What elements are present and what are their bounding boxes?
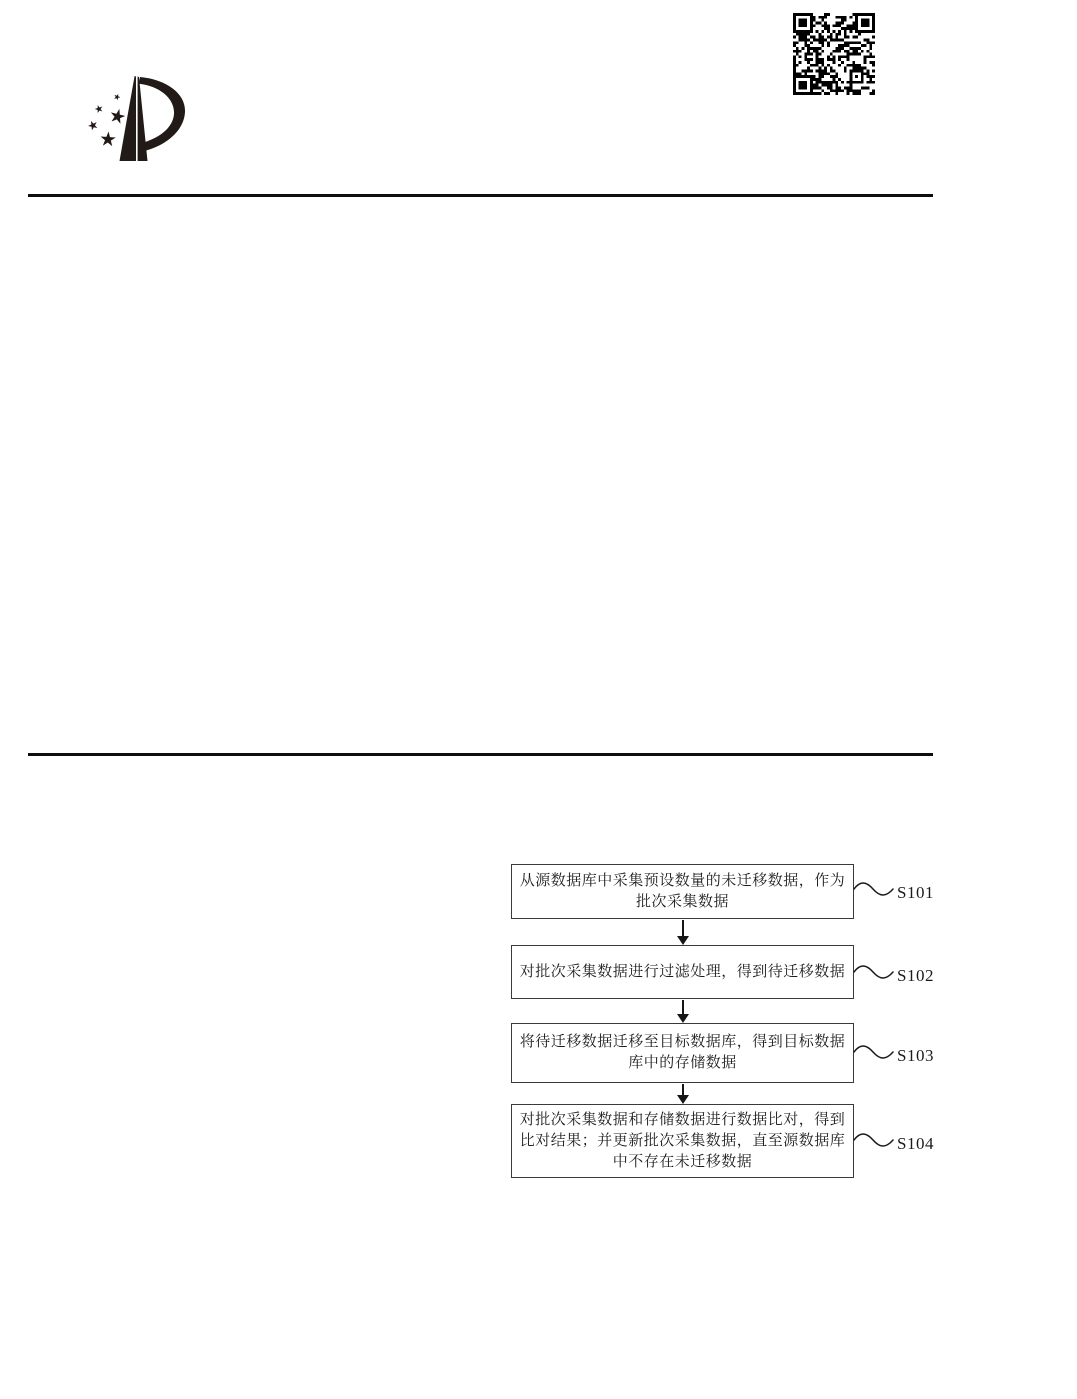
section-divider	[28, 753, 933, 756]
flow-step-text: 库中的存储数据	[628, 1055, 737, 1071]
flow-step-text: 从源数据库中采集预设数量的未迁移数据，作为	[519, 872, 846, 889]
arrow-shaft	[682, 1084, 684, 1095]
flow-step-s104	[511, 1104, 854, 1178]
flow-step-text: 对批次采集数据和存储数据进行数据比对，得到	[519, 1111, 846, 1128]
flow-step-text: 中不存在未迁移数据	[612, 1153, 753, 1170]
flow-arrow-down	[677, 1000, 689, 1023]
step-label-s101: S101	[897, 883, 934, 902]
flow-step-text: 将待迁移数据迁移至目标数据库，得到目标数据	[519, 1034, 846, 1050]
flow-arrow-down	[677, 920, 689, 945]
step-label-s102: S102	[897, 966, 934, 985]
flow-step-text: 对批次采集数据进行过滤处理，得到待迁移数据	[519, 963, 846, 980]
step-label-s104: S104	[897, 1134, 934, 1153]
arrow-shaft	[682, 920, 684, 936]
connector-squiggle	[853, 1131, 894, 1149]
flow-step-text: 比对结果；并更新批次采集数据，直至源数据库	[519, 1132, 846, 1149]
arrow-head	[677, 1095, 689, 1104]
header-divider	[28, 194, 933, 197]
connector-squiggle	[853, 880, 894, 898]
flow-arrow-down	[677, 1084, 689, 1104]
step-label-s103: S103	[897, 1046, 934, 1065]
arrow-head	[677, 1014, 689, 1023]
flow-step-s103	[511, 1023, 854, 1083]
arrow-head	[677, 936, 689, 945]
qr-code	[793, 13, 875, 95]
connector-squiggle	[853, 963, 894, 981]
flow-step-text: 批次采集数据	[635, 893, 729, 910]
flow-step-s101	[511, 864, 854, 919]
cnipa-logo-icon	[85, 74, 191, 166]
arrow-shaft	[682, 1000, 684, 1014]
flow-step-s102	[511, 945, 854, 999]
connector-squiggle	[853, 1043, 894, 1061]
